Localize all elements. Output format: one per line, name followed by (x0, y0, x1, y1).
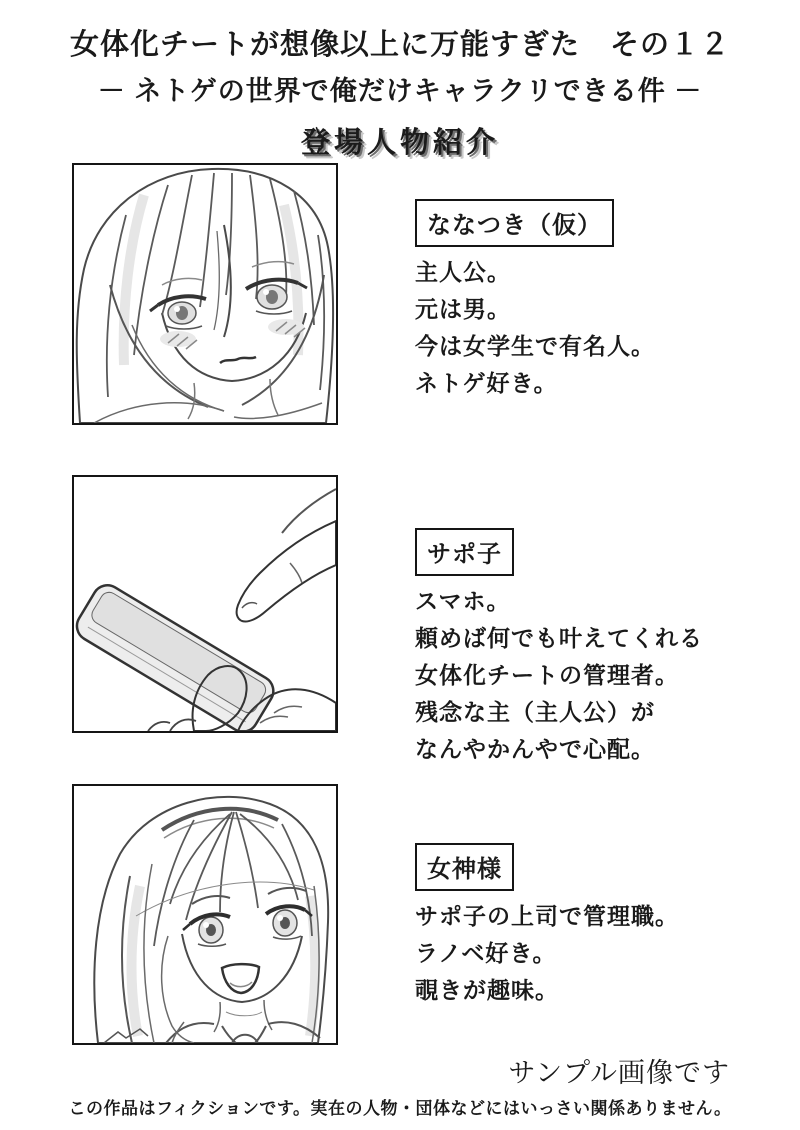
description-line: ラノベ好き。 (415, 941, 557, 966)
description-line: 今は女学生で有名人。 (415, 334, 655, 359)
character-name: ななつき（仮） (427, 212, 602, 239)
title-block (0, 22, 800, 161)
series-title: 女体化チートが想像以上に万能すぎた その１２ (69, 29, 730, 61)
girl-smiling-face-illustration (74, 786, 336, 1043)
portrait-frame-nanatsuki (72, 163, 338, 425)
description-line: ネトゲ好き。 (415, 371, 558, 396)
character-info-nanatsuki (415, 199, 655, 402)
fiction-disclaimer: この作品はフィクションです。実在の人物・団体などにはいっさい関係ありません。 (68, 1099, 732, 1118)
character-description (415, 254, 655, 402)
description-line: 元は男。 (415, 297, 511, 322)
description-line: 残念な主（主人公）が (415, 700, 655, 725)
girl-pouting-face-illustration (74, 165, 336, 423)
character-name-badge (415, 528, 514, 576)
description-line: なんやかんやで心配。 (415, 737, 655, 762)
description-line: スマホ。 (415, 589, 511, 614)
sample-image-note: サンプル画像です (508, 1058, 730, 1088)
portrait-frame-sapoko (72, 475, 338, 733)
character-description (415, 898, 679, 1009)
portrait-frame-megami (72, 784, 338, 1045)
series-subtitle: － ネトゲの世界で俺だけキャラクリできる件 － (97, 76, 703, 106)
description-line: 覗きが趣味。 (415, 978, 559, 1003)
character-info-megami (415, 843, 679, 1009)
description-line: 女体化チートの管理者。 (415, 663, 679, 688)
character-description (415, 583, 703, 768)
description-line: 頼めば何でも叶えてくれる (415, 626, 703, 651)
hand-holding-smartphone-illustration (74, 477, 336, 731)
description-line: サポ子の上司で管理職。 (415, 904, 679, 929)
character-name: サポ子 (427, 541, 502, 568)
character-name-badge (415, 199, 614, 247)
character-name-badge (415, 843, 514, 891)
section-heading: 登場人物紹介 (300, 127, 499, 159)
description-line: 主人公。 (415, 260, 511, 285)
character-info-sapoko (415, 528, 703, 768)
character-name: 女神様 (427, 856, 502, 883)
